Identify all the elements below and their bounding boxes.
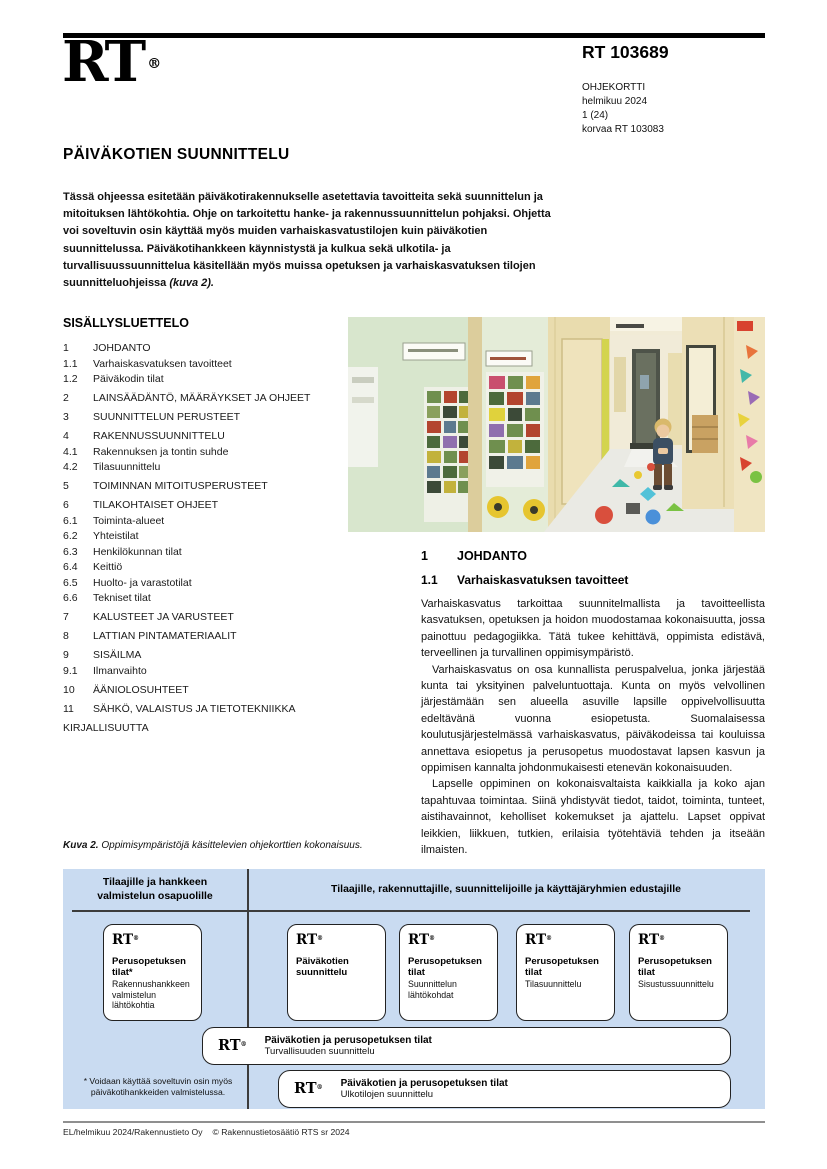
header-rule <box>63 33 765 38</box>
rt-card-logo: RT® <box>525 932 553 948</box>
body-paragraph: Varhaiskasvatus tarkoittaa suunnitelmallista ja tavoitteellista kasvatuksen, opetuksen ja hoidon muodostamaa kokonaisuutta, jossa painottuu pedagogiikka. Tätä tukee kehittävä, oppimista edistävä, terveellinen ja turvallinen oppimisympäristö. <box>421 598 765 660</box>
rt-logo <box>62 29 162 95</box>
toc-item: 4 RAKENNUSSUUNNITTELU <box>63 430 225 442</box>
rt-card-title: Päiväkotien ja perusopetuksen tilat <box>264 1034 432 1046</box>
footer-rule <box>63 1121 765 1123</box>
rt-card-turvallisuuden-suunnittelu <box>202 1027 731 1065</box>
rt-card-logo: RT® <box>408 932 436 948</box>
toc-item: 6.2 Yhteistilat <box>63 530 139 542</box>
toc-item: KIRJALLISUUTTA <box>63 721 149 734</box>
toc-item: 6.3 Henkilökunnan tilat <box>63 545 182 558</box>
registered-trademark-icon: ® <box>316 1084 323 1091</box>
footer <box>63 1127 350 1137</box>
diagram-vertical-divider <box>247 869 249 1109</box>
diagram-footnote <box>69 1076 247 1097</box>
section-heading: 1 JOHDANTO <box>421 549 527 563</box>
toc-item: 6.1 Toiminta-alueet <box>63 514 165 527</box>
article-johdanto <box>421 549 765 859</box>
registered-trademark-icon: ® <box>429 935 436 942</box>
intro-text: Tässä ohjeessa esitetään päiväkotirakennukselle asetettavia tavoitteita sekä suunnittelun ja mitoituksen lähtökohtia. Ohje on tarkoitettu hanke- ja rakennussuunnittelun pohjaksi. Ohjetta voi soveltuvin osin käyttää myös muiden varhaiskasvatustilojen kuin päiväkotien suunnittelussa. Päiväkotihankkeen käynnistystä ja kulkua sekä ulkotila- ja turvallisuussuunnittelua käsitellään myös muissa opetuksen ja varhaiskasvatuksen tilojen suunnitteluohjeissa <box>63 191 551 290</box>
rt-card-subtitle: Tilasuunnittelu <box>525 979 582 989</box>
toc-item: 1.2 Päiväkodin tilat <box>63 373 164 385</box>
toc-item: 6.6 Tekniset tilat <box>63 592 151 604</box>
rt-card-title: Perusopetuksen tilat <box>638 956 712 978</box>
diagram-footnote-line1: * Voidaan käyttää soveltuvin osin myös <box>83 1076 233 1086</box>
rt-card-ulkotilojen-suunnittelu <box>278 1070 731 1108</box>
toc-item: 6.4 Keittiö <box>63 561 123 573</box>
document-meta <box>582 81 664 137</box>
toc-item: 2 LAINSÄÄDÄNTÖ, MÄÄRÄYKSET JA OHJEET <box>63 392 311 404</box>
toc-item: 4.1 Rakennuksen ja tontin suhde <box>63 445 229 458</box>
registered-trademark-icon: ® <box>133 935 140 942</box>
rt-card-logo: RT® <box>218 1037 247 1054</box>
document-number: RT 103689 <box>582 42 669 62</box>
figure-caption-label: Kuva 2. <box>63 840 99 851</box>
rt-card-title: Perusopetuksen tilat <box>408 956 482 978</box>
rt-card-subtitle: Turvallisuuden suunnittelu <box>264 1046 375 1058</box>
document-date: helmikuu 2024 <box>582 96 648 107</box>
intro-paragraph <box>63 189 568 292</box>
toc-item: 10 ÄÄNIOLOSUHTEET <box>63 683 189 696</box>
rt-card-logo: RT® <box>294 1080 323 1097</box>
toc-item: 9 SISÄILMA <box>63 649 142 661</box>
registered-trademark-icon: ® <box>147 56 162 72</box>
rt-card-logo: RT® <box>112 932 140 948</box>
diagram-footnote-line2: päiväkotihankkeiden valmistelussa. <box>90 1086 226 1097</box>
intro-figure-reference: (kuva 2). <box>169 277 214 290</box>
diagram-left-header: Tilaajille ja hankkeen valmistelun osapuolille <box>97 876 213 902</box>
document-type: OHJEKORTTI <box>582 82 646 93</box>
rt-card-subtitle: Sisustussuunnittelu <box>638 979 714 989</box>
figure-caption-text: Oppimisympäristöjä käsittelevien ohjekorttien kokonaisuus. <box>101 840 363 851</box>
toc-item: 1.1 Varhaiskasvatuksen tavoitteet <box>63 357 232 370</box>
body-paragraph: Varhaiskasvatus on osa kunnallista peruspalvelua, jonka järjestää kunta tai yksityinen palveluntuottaja. Kunta on myös velvollinen järjestämään sen alueella asuville lapsille oppivelvollisuutta edeltävänä vuonna esiopetusta. Suomalaisessa koulutusjärjestelmässä varhaiskasvatus, päiväkodeissa tai kouluissa annettava esiopetus ja perusopetus muodostavat lapsen kasvun ja oppimisen kannalta johdonmukaisesti etenevän kokonaisuuden. <box>421 663 765 775</box>
rt-card-title: Päiväkotien suunnittelu <box>296 956 349 978</box>
rt-card-paivakotien-suunnittelu <box>287 924 386 1021</box>
rt-logo-text: RT <box>62 29 144 95</box>
rt-card-title: Perusopetuksen tilat* <box>112 956 186 978</box>
document-replaces: korvaa RT 103083 <box>582 124 664 135</box>
rt-card-logo: RT® <box>296 932 324 948</box>
toc-heading: SISÄLLYSLUETTELO <box>63 316 189 330</box>
figure-2-diagram <box>63 869 765 1109</box>
daycare-corridor-illustration <box>348 317 765 532</box>
registered-trademark-icon: ® <box>240 1041 247 1048</box>
rt-card-perusopetuksen-tilat-valmistelu <box>103 924 202 1021</box>
toc-item: 3 SUUNNITTELUN PERUSTEET <box>63 411 241 423</box>
rt-card-suunnittelun-lahtokohdat <box>399 924 498 1021</box>
page-title: PÄIVÄKOTIEN SUUNNITTELU <box>63 146 290 163</box>
rt-card-subtitle: Rakennushankkeen valmistelun lähtökohtia <box>112 979 190 1010</box>
registered-trademark-icon: ® <box>659 935 666 942</box>
rt-card-tilasuunnittelu <box>516 924 615 1021</box>
toc-item: 9.1 Ilmanvaihto <box>63 664 147 677</box>
registered-trademark-icon: ® <box>546 935 553 942</box>
rt-card-subtitle: Suunnittelun lähtökohdat <box>408 979 457 1000</box>
diagram-right-header: Tilaajille, rakennuttajille, suunnittelijoille ja käyttäjäryhmien edustajille <box>331 883 681 895</box>
toc-item: 6 TILAKOHTAISET OHJEET <box>63 499 219 511</box>
subsection-heading: 1.1 Varhaiskasvatuksen tavoitteet <box>421 573 629 587</box>
rt-card-sisustussuunnittelu <box>629 924 728 1021</box>
diagram-horizontal-divider <box>72 910 750 912</box>
footer-copyright: © Rakennustietosäätiö RTS sr 2024 <box>212 1127 350 1137</box>
body-paragraph: Lapselle oppiminen on kokonaisvaltaista kaikkialla ja koko ajan tapahtuvaa toimintaa. Siinä yhdistyvät tiedot, taidot, toiminta, tunteet, aistihavainnot, keholliset kokemukset ja ajattelu. Lapset oppivat leikkien, liikkuen, tutkien, erilaisia työtehtäviä tehden ja itseään ilmaisten. <box>421 778 765 857</box>
registered-trademark-icon: ® <box>317 935 324 942</box>
toc-item: 7 KALUSTEET JA VARUSTEET <box>63 611 234 623</box>
rt-card-title: Perusopetuksen tilat <box>525 956 599 978</box>
figure-caption <box>63 840 363 851</box>
toc-item: 5 TOIMINNAN MITOITUSPERUSTEET <box>63 480 268 492</box>
toc-item: 8 LATTIAN PINTAMATERIAALIT <box>63 630 237 642</box>
toc-item: 6.5 Huolto- ja varastotilat <box>63 576 192 589</box>
table-of-contents <box>63 316 345 736</box>
rt-card-title: Päiväkotien ja perusopetuksen tilat <box>340 1077 508 1089</box>
toc-item: 11 SÄHKÖ, VALAISTUS JA TIETOTEKNIIKKA <box>63 702 296 715</box>
document-pagination: 1 (24) <box>582 110 609 121</box>
rt-card-logo: RT® <box>638 932 666 948</box>
footer-imprint: EL/helmikuu 2024/Rakennustieto Oy <box>63 1127 203 1137</box>
daycare-corridor-photo <box>348 317 765 532</box>
toc-item: 1 JOHDANTO <box>63 342 151 354</box>
rt-card-subtitle: Ulkotilojen suunnittelu <box>340 1089 434 1101</box>
toc-item: 4.2 Tilasuunnittelu <box>63 461 161 473</box>
